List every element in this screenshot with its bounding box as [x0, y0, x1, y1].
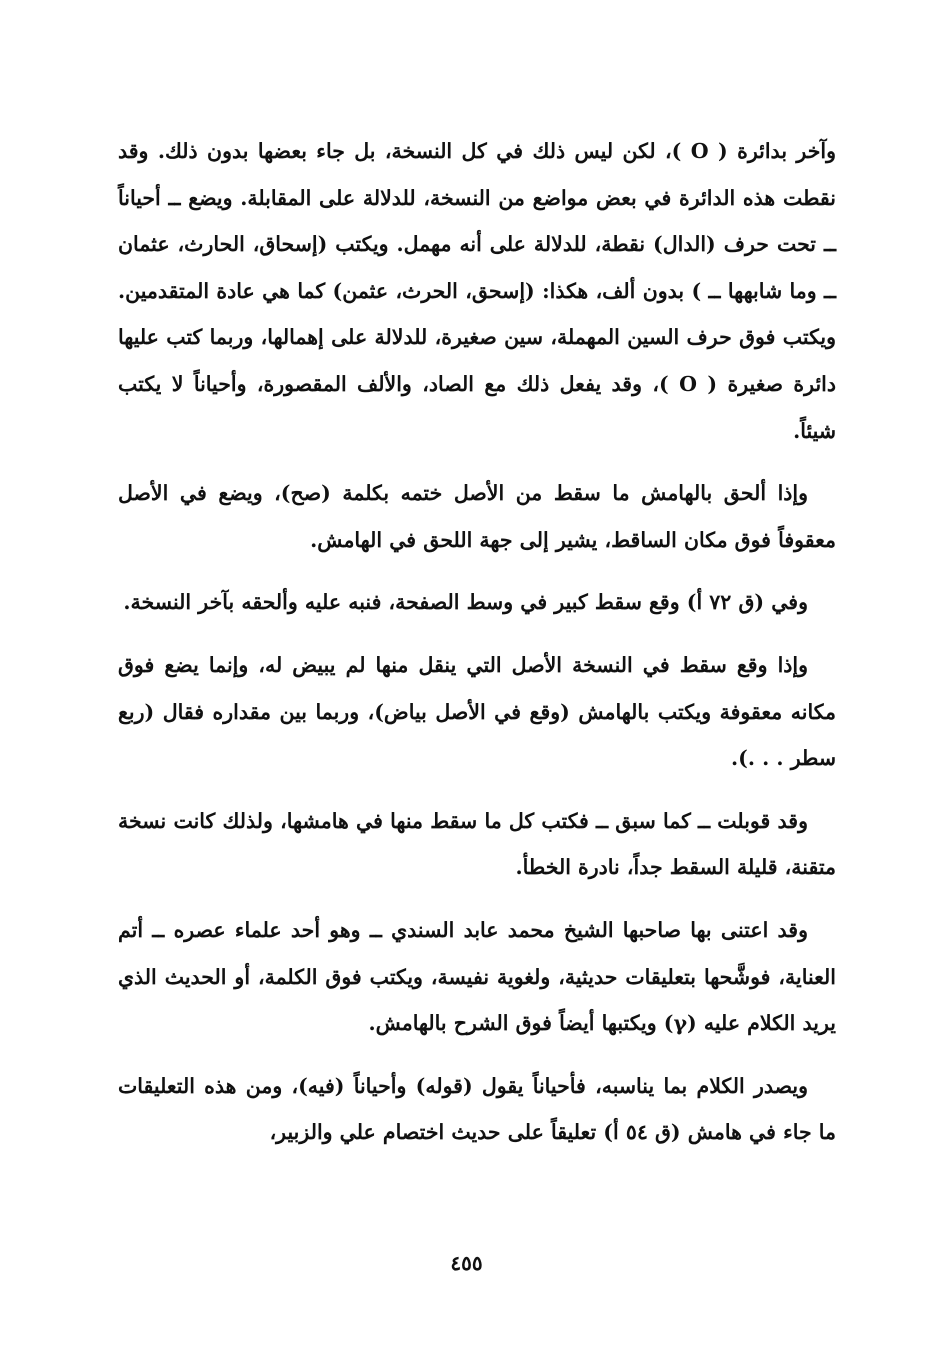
paragraph: وفي (ق ٧٢ أ) وقع سقط كبير في وسط الصفحة، فنبه عليه وألحقه بآخر النسخة.: [123, 590, 808, 615]
paragraph: ويصدر الكلام بما يناسبه، فأحياناً يقول (قوله) وأحياناً (فيه)، ومن هذه التعليقات ما جاء في هامش (ق ٥٤ أ) تعليقاً على حديث اختصام علي والزبير،: [118, 1073, 836, 1145]
page-number: ٤٥٥: [450, 1251, 483, 1275]
paragraph: وإذا ألحق بالهامش ما سقط من الأصل ختمه بكلمة (صح)، ويضع في الأصل معقوفاً فوق مكان الساقط، يشير إلى جهة اللحق في الهامش.: [118, 481, 836, 552]
paragraph: وقد اعتنى بها صاحبها الشيخ محمد عابد السندي ــ وهو أحد علماء عصره ــ أتم العناية، فوشَّحها بتعليقات حديثية، ولغوية نفيسة، ويكتب فوق الكلمة، أو الحديث الذي يريد الكلام عليه (γ) ويكتبها أيضاً فوق الشرح بالهامش.: [118, 917, 836, 1036]
paragraph: وإذا وقع سقط في النسخة الأصل التي ينقل منها لم يبيض له، وإنما يضع فوق مكانه معقوفة ويكتب بالهامش (وقع في الأصل بياض)، وربما بين مقداره فقال (ربع سطر . . .).: [118, 652, 836, 771]
paragraph: وقد قوبلت ــ كما سبق ــ فكتب كل ما سقط منها في هامشها، ولذلك كانت نسخة متقنة، قليلة السقط جداً، نادرة الخطأ.: [118, 808, 836, 880]
body-text: [118, 128, 836, 1172]
paragraph: وآخر بدائرة ( O )، لكن ليس ذلك في كل النسخة، بل جاء بعضها بدون ذلك. وقد نقطت هذه الدائرة في بعض مواضع من النسخة، للدلالة على المقابلة. ويضع ــ أحياناً ــ تحت حرف (الدال) نقطة، للدلالة على أنه مهمل. ويكتب (إسحاق، الحارث، عثمان ــ وما شابهها ــ ) بدون ألف، هكذا: (إسحق، الحرث، عثمن) كما هي عادة المتقدمين. ويكتب فوق حرف السين المهملة، سين صغيرة، للدلالة على إهمالها، وربما كتب عليها دائرة صغيرة ( O )، وقد يفعل ذلك مع الصاد، والألف المقصورة، وأحياناً لا يكتب شيئاً.: [118, 139, 836, 443]
